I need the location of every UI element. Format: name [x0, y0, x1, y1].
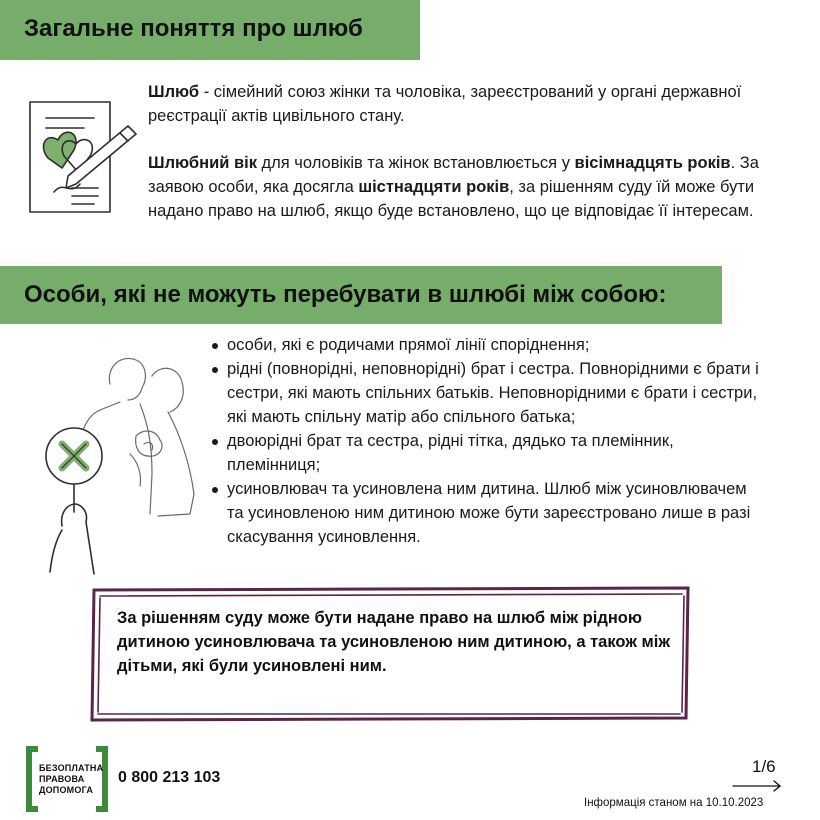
wedding-couple-prohibited-icon [40, 344, 210, 576]
section-title-prohibited-marriages [0, 266, 722, 324]
marriage-certificate-heart-pen-icon [24, 96, 140, 226]
marriage-age-text-3: , за рішенням суду їй може бути надано право на шлюб, якщо буде встановлено, що це відповідає її інтересам. [148, 178, 755, 220]
logo-text [39, 763, 104, 796]
arrow-right-icon[interactable] [732, 780, 782, 792]
section-title-text: Загальне поняття про шлюб [24, 15, 363, 42]
logo-left-bracket [26, 746, 38, 812]
marriage-definition-text: - сімейний союз жінки та чоловіка, зареєстрований у органі державної реєстрації актів цивільного стану. [148, 83, 742, 125]
marriage-age-paragraph [148, 151, 798, 223]
section-title-marriage-concept [0, 0, 420, 60]
marriage-definition [148, 80, 798, 128]
hotline-phone: 0 800 213 103 [118, 769, 221, 786]
page-indicator: 1/6 [752, 757, 776, 776]
list-item: рідні (повнорідні, неповнорідні) брат і сестра. Повнорідними є брати і сестри, які мають спільних батьків. Неповнорідними є брати і сестри, які мають спільну матір або спільного батька; [210, 357, 766, 429]
logo-line: БЕЗОПЛАТНА [39, 763, 104, 773]
free-legal-aid-logo [26, 746, 108, 812]
marriage-age-term: Шлюбний вік [148, 154, 257, 172]
marriage-age-bold-2: шістнадцяти років [358, 178, 510, 196]
marriage-age-bold-1: вісімнадцять років [574, 154, 731, 172]
logo-right-bracket [96, 746, 108, 812]
marriage-age-text-2: . За заявою особи, яка досягла [148, 154, 759, 196]
court-permission-note: За рішенням суду може бути надане право на шлюб між рідною дитиною усиновлювача та усиновленою ним дитиною, а також між дітьми, які були усиновлені ним. [117, 609, 671, 675]
prohibited-persons-list [210, 333, 766, 549]
section-title-text: Особи, які не можуть перебувати в шлюбі між собою: [24, 281, 667, 308]
list-item: особи, які є родичами прямої лінії споріднення; [210, 333, 766, 357]
marriage-age-text-1: для чоловіків та жінок встановлюється у [256, 154, 575, 172]
logo-line: ДОПОМОГА [39, 785, 94, 795]
list-item: двоюрідні брат та сестра, рідні тітка, дядько та племінник, племінниця; [210, 429, 766, 477]
logo-line: ПРАВОВА [39, 774, 85, 784]
info-date-note: Інформація станом на 10.10.2023 [584, 797, 764, 809]
marriage-term: Шлюб [148, 83, 200, 101]
list-item: усиновлювач та усиновлена ним дитина. Шлюб між усиновлювачем та усиновленою ним дитиною може бути зареєстровано лише в разі скасування усиновлення. [210, 477, 766, 549]
